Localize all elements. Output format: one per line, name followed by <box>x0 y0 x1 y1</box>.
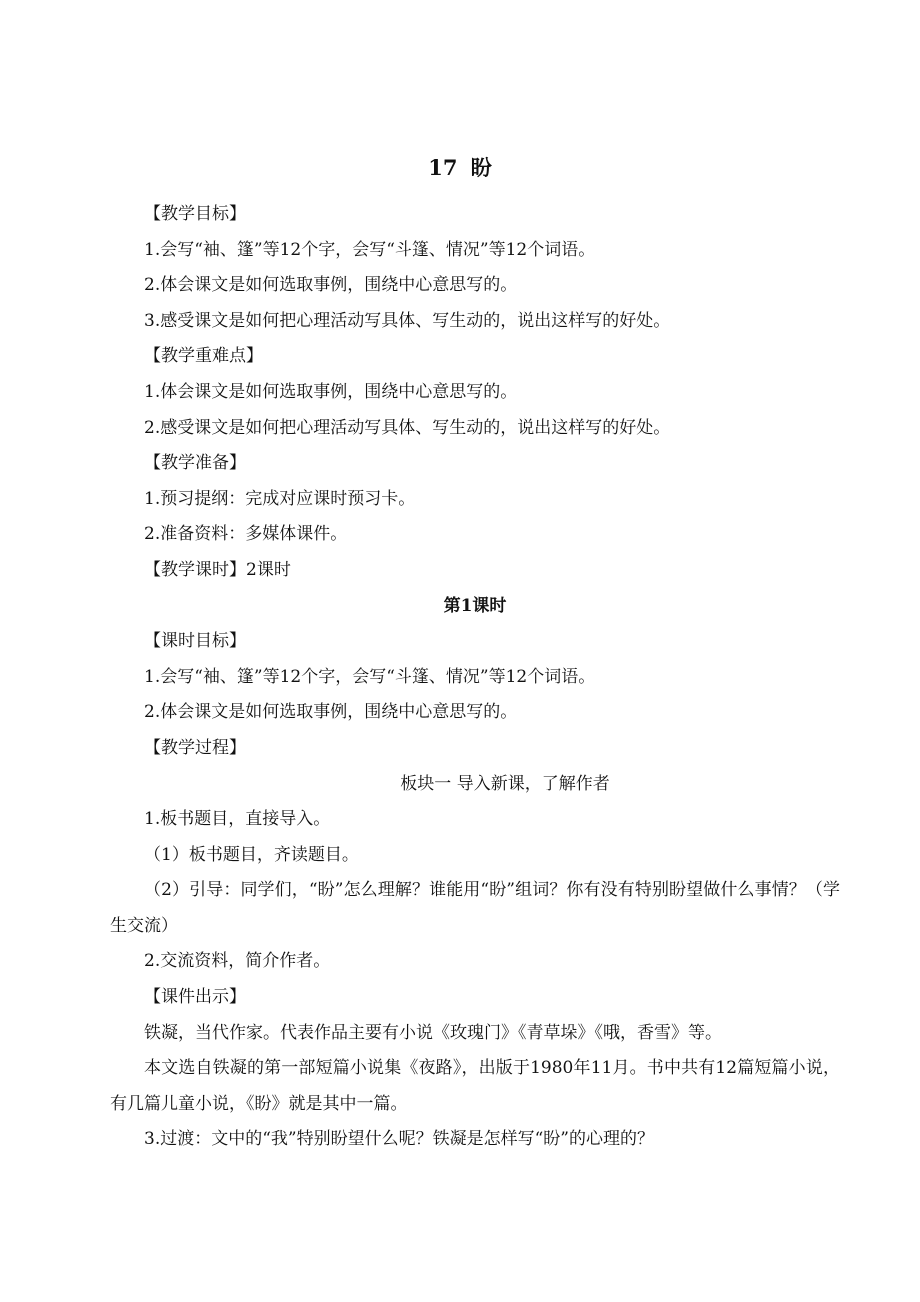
heading-preparation: 【教学准备】 <box>144 453 246 474</box>
block-heading: 板块一 导入新课，了解作者 <box>400 773 610 794</box>
goal-item: 2.体会课文是如何选取事例，围绕中心意思写的。 <box>144 275 518 296</box>
goal-item: 3.感受课文是如何把心理活动写具体、写生动的，说出这样写的好处。 <box>144 310 671 331</box>
heading-class-hours: 【教学课时】2课时 <box>144 559 291 580</box>
courseware-text: 本文选自铁凝的第一部短篇小说集《夜路》，出版于1980年11月。书中共有12篇短篇小说，有几篇儿童小说，《盼》就是其中一篇。 <box>110 1058 840 1114</box>
process-step: 3.过渡：文中的“我”特别盼望什么呢？铁凝是怎样写“盼”的心理的？ <box>144 1129 654 1150</box>
key-point-item: 1.体会课文是如何选取事例，围绕中心意思写的。 <box>144 381 518 402</box>
heading-teaching-process: 【教学过程】 <box>144 737 246 758</box>
preparation-item: 1.预习提纲：完成对应课时预习卡。 <box>144 488 416 509</box>
section-title-lesson-1: 第1课时 <box>443 595 507 616</box>
process-substep: （1）板书题目，齐读题目。 <box>144 844 359 865</box>
key-point-item: 2.感受课文是如何把心理活动写具体、写生动的，说出这样写的好处。 <box>144 417 671 438</box>
courseware-text: 铁凝，当代作家。代表作品主要有小说《玫瑰门》《青草垛》《哦，香雪》等。 <box>144 1022 722 1043</box>
heading-lesson-goals: 【课时目标】 <box>144 631 246 652</box>
heading-key-points: 【教学重难点】 <box>144 346 263 367</box>
goal-item: 1.会写“袖、篷”等12个字，会写“斗篷、情况”等12个词语。 <box>144 239 596 260</box>
document-body <box>110 197 840 1158</box>
lesson-goal-item: 2.体会课文是如何选取事例，围绕中心意思写的。 <box>144 702 518 723</box>
heading-teaching-goals: 【教学目标】 <box>144 204 246 224</box>
process-step: 2.交流资料，简介作者。 <box>144 951 331 972</box>
lesson-goal-item: 1.会写“袖、篷”等12个字，会写“斗篷、情况”等12个词语。 <box>144 666 596 687</box>
lesson-title: 17 盼 <box>428 155 492 180</box>
heading-courseware: 【课件出示】 <box>144 987 246 1008</box>
preparation-item: 2.准备资料：多媒体课件。 <box>144 524 348 545</box>
process-substep: （2）引导：同学们，“盼”怎么理解？谁能用“盼”组词？你有没有特别盼望做什么事情？（学生交流） <box>110 880 840 936</box>
process-step: 1.板书题目，直接导入。 <box>144 809 331 830</box>
